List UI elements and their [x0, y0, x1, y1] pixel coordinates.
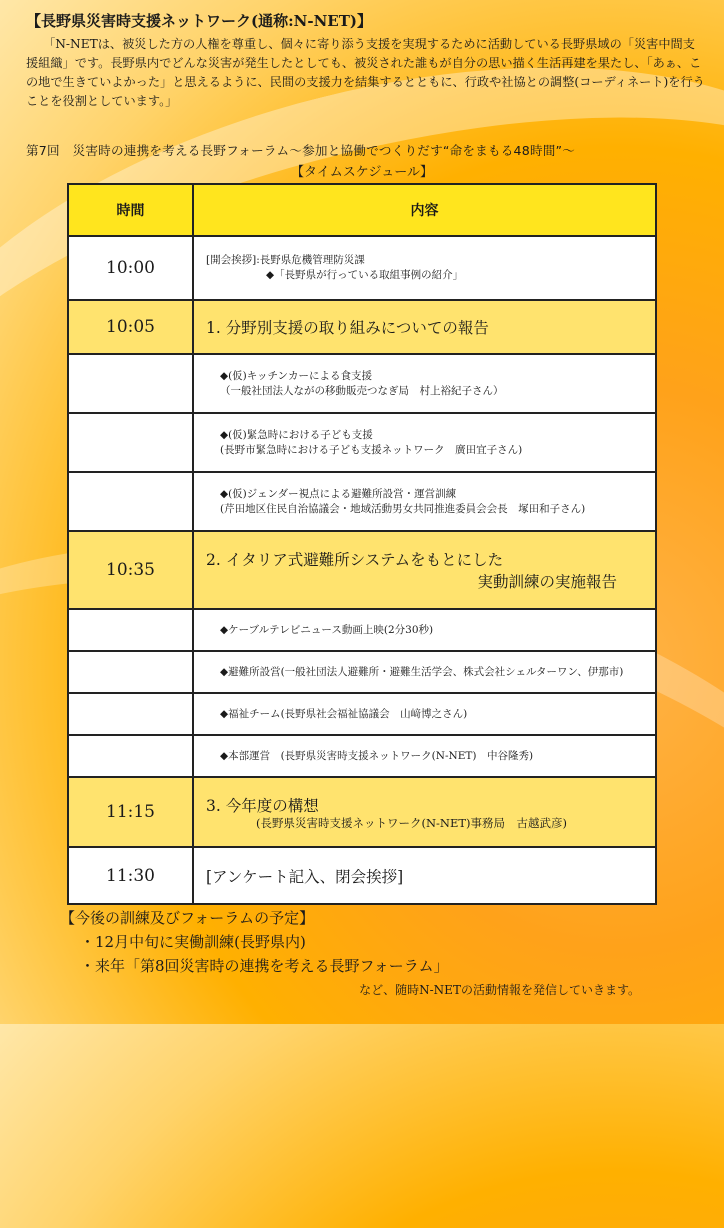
item-line1: ◆(仮)緊急時における子ども支援 — [220, 428, 373, 441]
table-row — [68, 735, 656, 777]
table-row — [68, 651, 656, 693]
item-line1: ◆(仮)キッチンカーによる食支援 — [220, 369, 373, 382]
closing-content: [アンケート記入、閉会挨拶] — [193, 847, 656, 904]
content-cell — [193, 413, 656, 472]
content-cell — [193, 735, 656, 777]
footer-item: ・来年「第8回災害時の連携を考える長野フォーラム」 — [80, 957, 449, 975]
item-line1: ◆(仮)ジェンダー視点による避難所設営・運営訓練 — [220, 487, 457, 500]
forum-title: 第7回 災害時の連携を考える長野フォーラム〜参加と協働でつくりだす“命をまもる48時間”〜 — [26, 143, 576, 158]
section2-title-line2: 実動訓練の実施報告 — [477, 573, 617, 591]
footer-title: 【今後の訓練及びフォーラムの予定】 — [60, 909, 315, 927]
intro-title: 【長野県災害時支援ネットワーク(通称:N-NET)】 — [26, 12, 372, 30]
empty-time-cell — [68, 651, 193, 693]
table-row — [68, 354, 656, 413]
intro-section — [26, 10, 706, 111]
header-time: 時間 — [68, 184, 193, 236]
table-row-closing — [68, 847, 656, 904]
empty-time-cell — [68, 693, 193, 735]
intro-body: 「N-NETは、被災した方の人権を尊重し、個々に寄り添う支援を実現するために活動している長野県域の「災害中間支援組織」です。長野県内でどんな災害が発生したとしても、被災された誰もが自分の思い描く生活再建を果たし、「あぁ、この地で生きていよかった」と思えるように、民間の支援力を結集するとともに、行政や社協との調整(コーディネート)を行うことを役割としています。」 — [26, 37, 705, 108]
time-cell: 10:35 — [68, 531, 193, 609]
opening-line1: [開会挨拶]:長野県危機管理防災課 — [206, 254, 365, 266]
table-row — [68, 693, 656, 735]
time-cell: 11:30 — [68, 847, 193, 904]
section3-sub: (長野県災害時支援ネットワーク(N-NET)事務局 古越武彦) — [256, 815, 568, 830]
footer-note: など、随時N-NETの活動情報を発信していきます。 — [359, 983, 640, 997]
table-row-opening — [68, 236, 656, 300]
table-row-section2 — [68, 531, 656, 609]
empty-time-cell — [68, 472, 193, 531]
content-cell — [193, 609, 656, 651]
item-line: ◆本部運営 (長野県災害時支援ネットワーク(N-NET) 中谷隆秀) — [220, 749, 534, 762]
item-line: ◆避難所設営(一般社団法人避難所・避難生活学会、株式会社シェルターワン、伊那市) — [220, 665, 624, 678]
item-line2: （一般社団法人ながの移動販売つなぎ局 村上裕紀子さん） — [220, 384, 504, 397]
item-line: ◆福祉チーム(長野県社会福祉協議会 山﨑博之さん) — [220, 707, 468, 720]
content-cell — [193, 693, 656, 735]
header-content: 内容 — [193, 184, 656, 236]
table-row — [68, 609, 656, 651]
content-cell — [193, 236, 656, 300]
opening-line2: ◆「長野県が行っている取組事例の紹介」 — [266, 269, 464, 281]
schedule-title: 【タイムスケジュール】 — [291, 165, 433, 180]
empty-time-cell — [68, 354, 193, 413]
footer-item: ・12月中旬に実働訓練(長野県内) — [80, 933, 306, 951]
schedule-table — [67, 183, 657, 905]
table-row — [68, 472, 656, 531]
section1-title: 1. 分野別支援の取り組みについての報告 — [193, 300, 656, 354]
table-header-row — [68, 184, 656, 236]
empty-time-cell — [68, 413, 193, 472]
table-row — [68, 413, 656, 472]
time-cell: 11:15 — [68, 777, 193, 847]
item-line: ◆ケーブルテレビニュース動画上映(2分30秒) — [220, 623, 434, 636]
footer-section — [60, 906, 680, 1002]
section2-title — [193, 531, 656, 609]
content-cell — [193, 354, 656, 413]
content-cell — [193, 651, 656, 693]
table-row-section3 — [68, 777, 656, 847]
section2-title-line1: 2. イタリア式避難所システムをもとにした — [206, 551, 504, 569]
item-line2: (芹田地区住民自治協議会・地域活動男女共同推進委員会会長 塚田和子さん) — [220, 502, 586, 515]
time-cell: 10:00 — [68, 236, 193, 300]
section3-title: 3. 今年度の構想 — [206, 796, 319, 815]
empty-time-cell — [68, 735, 193, 777]
item-line2: (長野市緊急時における子ども支援ネットワーク 廣田宜子さん) — [220, 443, 523, 456]
section3-content — [193, 777, 656, 847]
empty-time-cell — [68, 609, 193, 651]
time-cell: 10:05 — [68, 300, 193, 354]
table-row-section1 — [68, 300, 656, 354]
content-cell — [193, 472, 656, 531]
